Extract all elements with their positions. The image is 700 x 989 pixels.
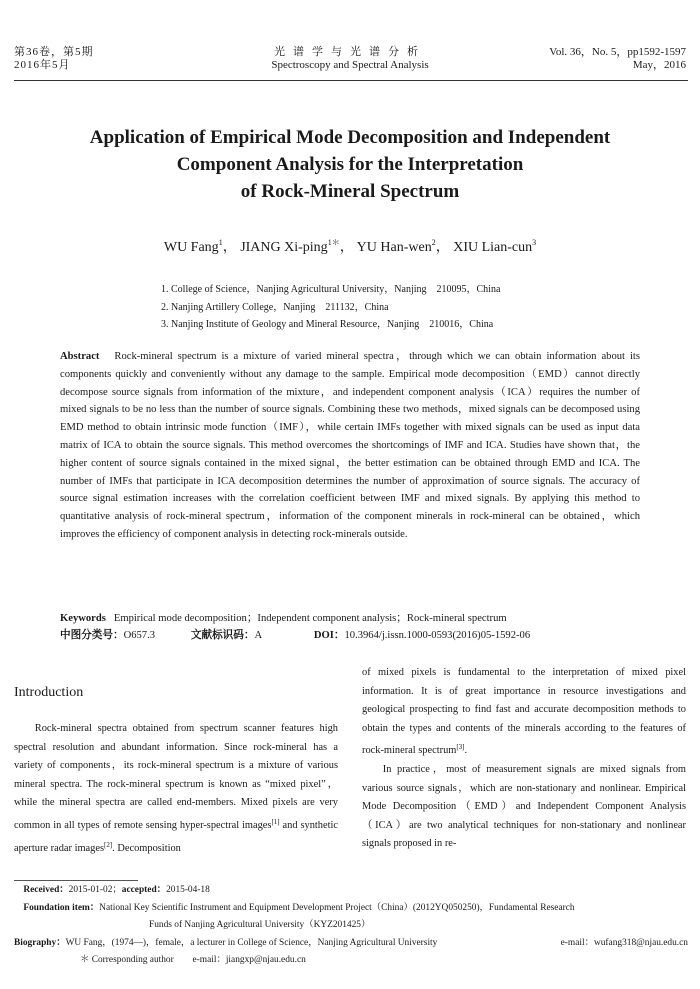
author: JIANG Xi-ping$^{1*}$	[240, 238, 340, 255]
abstract	[60, 348, 640, 544]
corresponding-email: e-mail：jiangxp@njau.edu.cn	[192, 955, 306, 965]
clc-number: 中图分类号：O657.3	[60, 630, 156, 641]
author: YU Han-wen$^2$	[356, 238, 436, 255]
abstract-label: Abstract	[60, 351, 100, 362]
author: XIU Lian-cun$^3$	[453, 238, 537, 255]
footnote-rule	[14, 880, 138, 881]
body-column-right	[362, 664, 686, 854]
volume-issue-cn: 第36卷，第5期	[14, 46, 94, 58]
header-rule	[14, 80, 688, 81]
corresponding-author: ＊ Corresponding author e-mail：jiangxp@njau.edu.cn	[80, 955, 306, 965]
citation-ref: [2]	[104, 840, 113, 849]
author-list: WU Fang$^1$， JIANG Xi-ping$^{1*}$， YU Han-wen$^2$， XIU Lian-cun$^3$	[163, 238, 537, 255]
paragraph: Rock-mineral spectra obtained from spectrum scanner features high spectral resolution and abundant information. Since rock-mineral has a variety of components，its rock-mineral spectrum is a mixture of various mineral spectra. The rock-mineral spectrum is known as “mixed pixel”，while the mineral spectra are called end-members. Mixed pixels are very common in all types of remote sensing hyper-spectral images[1] and synthetic aperture radar images[2]. Decomposition	[14, 723, 338, 854]
volume-pages-en: Vol. 36，No. 5，pp1592-1597	[549, 46, 686, 58]
date-en: May，2016	[632, 59, 686, 71]
doi: DOI：10.3964/j.issn.1000-0593(2016)05-1592-06	[313, 630, 531, 641]
biography-email: e-mail：wufang318@njau.edu.cn	[560, 937, 688, 948]
abstract-text: Rock-mineral spectrum is a mixture of varied mineral spectra，through which we can obtain information about its components quickly and conveniently without any damage to the sample. Empirical mode decomposition（EMD）cannot directly decompose source signals from information of the mixture，and independent component analysis（ICA）requires the number of mixed signals to be no less than the number of source signals. Combining these two methods，mixed signals can be decomposed using EMD method to obtain intrinsic mode function（IMF），while certain IMFs together with mixed signals can be used as input data matrix of ICA to obtain the source signals. This method overcomes the shortcomings of IMF and ICA. Studies have shown that，the higher content of source signals contained in the mixed signal，the better estimation can be obtained through EMD and ICA. The number of IMFs that participate in ICA decomposition determines the number of approximation of source signals. The accuracy of source signal estimation increases with the correlation coefficient between IMF and mixed signals. By applying this method to quantitative analysis of rock-mineral spectrum，information of the component minerals in rock-mineral can be obtained，which improves the efficiency of component analysis in detecting rock-minerals outside.	[60, 351, 640, 540]
document-code: 文献标识码：A	[190, 630, 263, 641]
journal-title-cn: 光谱学与光谱分析	[274, 46, 426, 58]
paragraph: In practice，most of measurement signals are mixed signals from various source signals，which are non-stationary and nonlinear. Empirical Mode Decomposition（EMD）and Independent Component Analysis（ICA）are two analytical techniques for non-stationary and nonlinear signals proposed in re-	[362, 763, 686, 850]
article-title	[40, 124, 660, 205]
keywords	[60, 610, 660, 627]
footnotes	[14, 882, 688, 970]
author: WU Fang$^1$	[163, 238, 223, 255]
keywords-label: Keywords	[60, 613, 106, 624]
keywords-text: Empirical mode decomposition；Independent component analysis；Rock-mineral spectrum	[113, 613, 507, 624]
foundation-item: Foundation item：National Key Scientific Instrument and Equipment Development Project（China）(2012YQ050250)，Fundamental Research	[23, 902, 575, 913]
body-column-left	[14, 720, 338, 858]
section-heading-introduction: Introduction	[14, 685, 84, 700]
affiliation: 2. Nanjing Artillery College，Nanjing 211132，China	[161, 301, 389, 313]
journal-title-en: Spectroscopy and Spectral Analysis	[271, 59, 429, 71]
classification-line	[60, 627, 660, 644]
date-cn: 2016年5月	[14, 59, 71, 71]
title-line-3: of Rock-Mineral Spectrum	[240, 181, 460, 202]
received-dates: Received：2015-01-02；accepted：2015-04-18	[23, 885, 210, 895]
title-line-2: Component Analysis for the Interpretation	[176, 154, 524, 175]
affiliation-list	[161, 281, 500, 334]
citation-ref: [1]	[271, 817, 280, 826]
affiliation: 1. College of Science，Nanjing Agricultural University，Nanjing 210095，China	[161, 284, 501, 295]
journal-volume-en	[549, 46, 686, 72]
foundation-item-cont: Funds of Nanjing Agricultural University（KYZ201425）	[149, 920, 371, 930]
paragraph: of mixed pixels is fundamental to the interpretation of mixed pixel information. It is of great importance in resource investigations and geological prospecting to find fast and accurate decomposition methods to obtain the types and contents of the minerals according to the features of rock-mineral spectrum[3].	[362, 667, 686, 757]
title-line-1: Application of Empirical Mode Decomposition and Independent	[89, 127, 611, 148]
biography: Biography：WU Fang，(1974—)，female，a lecturer in College of Science，Nanjing Agricultural University e-mail：wufang318@njau.edu.cn	[14, 935, 688, 953]
affiliation: 3. Nanjing Institute of Geology and Mineral Resource，Nanjing 210016，China	[161, 319, 494, 330]
citation-ref: [3]	[456, 743, 465, 752]
